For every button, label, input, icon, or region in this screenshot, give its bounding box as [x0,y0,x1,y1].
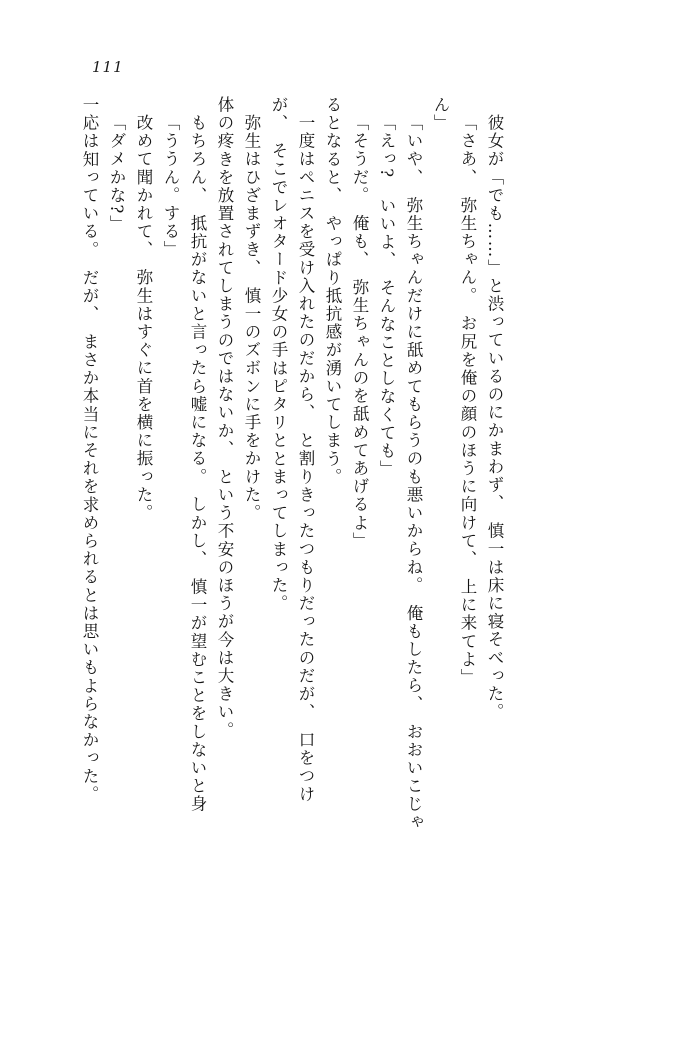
text-column: 「さあ、 弥生ちゃん。 お尻を俺の顔のほうに向けて、 上に来てよ」 [458,114,477,687]
page-number: 111 [92,58,124,76]
text-column: 一度はペニスを受け入れたのだから、 と割りきったつもりだったのだが、 口をつけ [296,114,315,804]
text-column: 「ううん。する」 [161,114,180,259]
text-column: もちろん、 抵抗がないと言ったら嘘になる。 しかし、 慎一が望むことをしないと身 [188,114,207,814]
text-column: るとなると、 やっぱり抵抗感が湧いてしまう。 [323,96,342,486]
text-column: 「えっ? いいよ、 そんなことしなくても」 [377,114,396,479]
text-column: が、 そこでレオタード少女の手はピタリととまってしまった。 [269,96,288,613]
text-column: 体の疼きを放置されてしまうのではないか、 という不安のほうが今は大きい。 [215,96,234,740]
text-column: 一応は知っている。 だが、 まさか本当にそれを求められるとは思いもよらなかった。 [80,96,99,804]
text-column: 弥生はひざまずき、 慎一のズボンに手をかけた。 [242,114,261,523]
text-column: 「そうだ。 俺も、 弥生ちゃんのを舐めてあげるよ」 [350,114,369,550]
text-column: 「いや、 弥生ちゃんだけに舐めてもらうのも悪いからね。 俺もしたら、 おおいこじゃ [404,114,423,832]
text-column: 改めて聞かれて、 弥生はすぐに首を横に振った。 [134,114,153,523]
text-column: ん」 [431,96,450,133]
text-column: 彼女が「でも……」と渋っているのにかまわず、 慎一は床に寝そべった。 [485,114,504,722]
vertical-text-block [70,96,650,976]
text-column: 「ダメかな?」 [107,114,126,234]
